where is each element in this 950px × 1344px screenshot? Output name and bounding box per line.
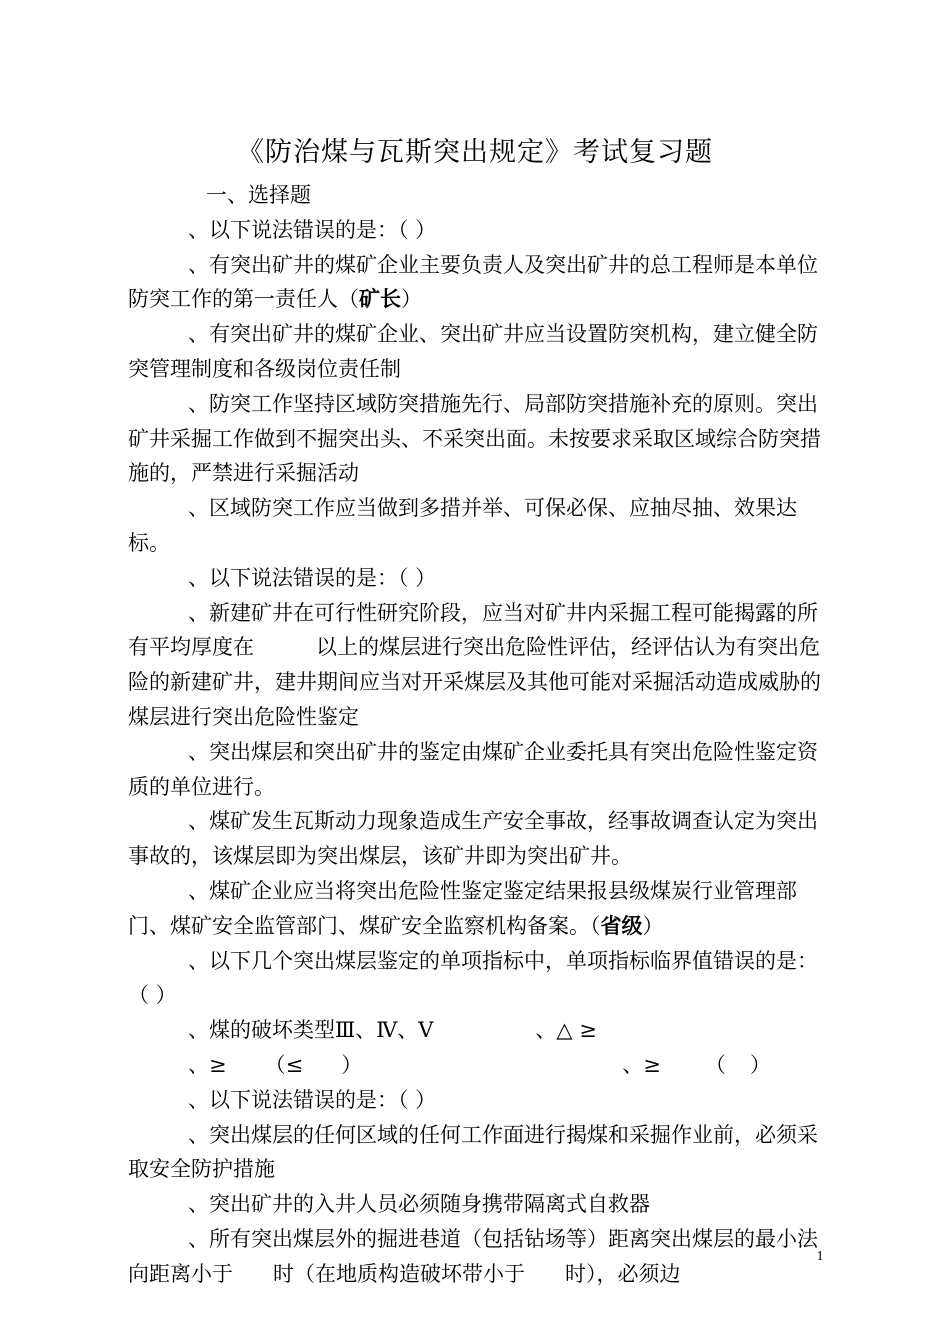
question-3: 、以下几个突出煤层鉴定的单项指标中，单项指标临界值错误的是：（ ） bbox=[128, 948, 818, 1008]
question-1-option-a: 、有突出矿井的煤矿企业主要负责人及突出矿井的总工程师是本单位防突工作的第一责任人（矿长） bbox=[128, 252, 818, 312]
question-3-options-ab: 、煤的破坏类型Ⅲ、Ⅳ、Ⅴ 、△ ≥ bbox=[188, 1018, 597, 1043]
question-4-option-b: 、突出矿井的入井人员必须随身携带隔离式自救器 bbox=[188, 1192, 650, 1217]
document-body bbox=[128, 178, 828, 1292]
question-1-option-c: 、防突工作坚持区域防突措施先行、局部防突措施补充的原则。突出矿井采掘工作做到不掘突出头、不采突出面。未按要求采取区域综合防突措施的，严禁进行采掘活动 bbox=[128, 391, 821, 486]
question-2-option-c: 、煤矿发生瓦斯动力现象造成生产安全事故，经事故调查认定为突出事故的，该煤层即为突出煤层，该矿井即为突出矿井。 bbox=[128, 809, 818, 869]
question-3-options-cd: 、≥ （≤ ） 、≥ （ ） bbox=[188, 1052, 771, 1077]
question-2-option-d: 、煤矿企业应当将突出危险性鉴定鉴定结果报县级煤炭行业管理部门、煤矿安全监管部门、煤矿安全监察机构备案。（省级） bbox=[128, 878, 797, 938]
question-4-option-c: 、所有突出煤层外的掘进巷道（包括钻场等）距离突出煤层的最小法向距离小于 时（在地质构造破坏带小于 时），必须边 bbox=[128, 1226, 818, 1286]
document-title: 《防治煤与瓦斯突出规定》考试复习题 bbox=[237, 137, 713, 168]
answer-note: 矿长 bbox=[359, 286, 401, 312]
question-2-option-a: 、新建矿井在可行性研究阶段，应当对矿井内采掘工程可能揭露的所有平均厚度在 以上的煤层进行突出危险性评估，经评估认为有突出危险的新建矿井，建井期间应当对开采煤层及其他可能对采掘活动造成威胁的煤层进行突出危险性鉴定 bbox=[128, 600, 821, 729]
question-4: 、以下说法错误的是：（ ） bbox=[188, 1087, 437, 1112]
question-4-option-a: 、突出煤层的任何区域的任何工作面进行揭煤和采掘作业前，必须采取安全防护措施 bbox=[128, 1122, 818, 1182]
question-1-option-d: 、区域防突工作应当做到多措并举、可保必保、应抽尽抽、效果达标。 bbox=[128, 496, 797, 555]
section-heading: 一、选择题 bbox=[206, 183, 311, 207]
question-1-option-b: 、有突出矿井的煤矿企业、突出矿井应当设置防突机构，建立健全防突管理制度和各级岗位责任制 bbox=[128, 322, 818, 381]
answer-note: 省级 bbox=[600, 912, 643, 938]
question-2-option-b: 、突出煤层和突出矿井的鉴定由煤矿企业委托具有突出危险性鉴定资质的单位进行。 bbox=[128, 739, 818, 799]
page-number: 1 bbox=[816, 1249, 824, 1264]
question-2: 、以下说法错误的是：（ ） bbox=[188, 565, 437, 590]
question-1: 、以下说法错误的是：（ ） bbox=[188, 217, 437, 242]
